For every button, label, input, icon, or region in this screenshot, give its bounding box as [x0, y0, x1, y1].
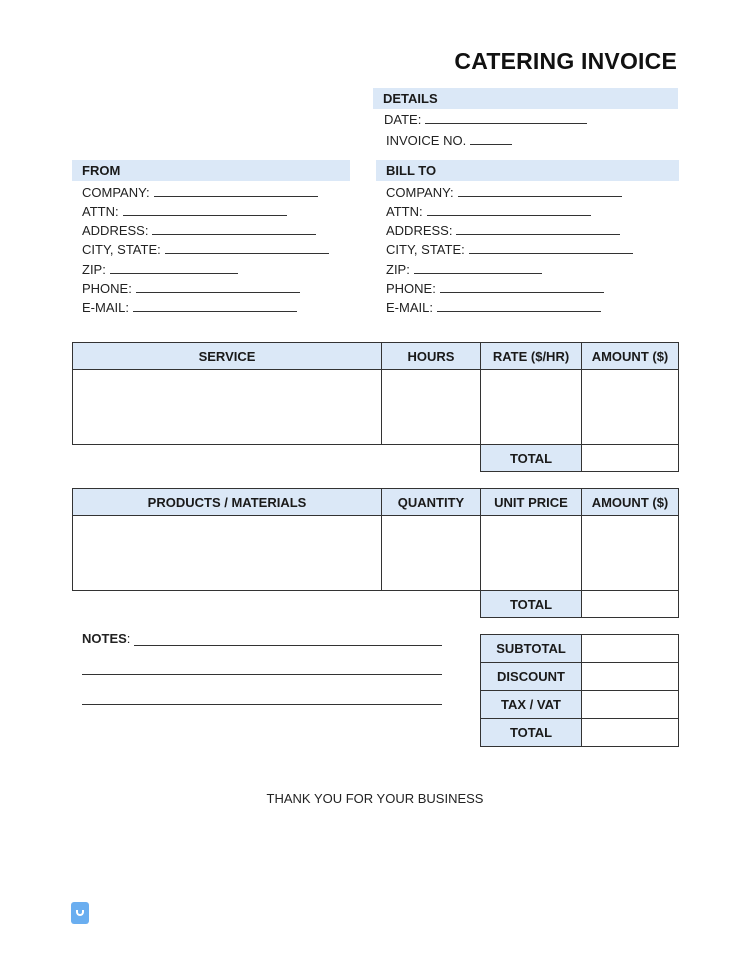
bill-to-email-line[interactable] [437, 300, 601, 312]
date-field[interactable] [384, 112, 587, 127]
tax-row [481, 691, 679, 719]
bill-to-zip-label: ZIP: [386, 262, 410, 277]
from-zip-field[interactable] [82, 262, 238, 277]
from-zip-label: ZIP: [82, 262, 106, 277]
from-city-state-label: CITY, STATE: [82, 242, 161, 257]
subtotal-row [481, 635, 679, 663]
amount-cell[interactable] [582, 370, 679, 445]
from-email-line[interactable] [133, 300, 297, 312]
from-phone-label: PHONE: [82, 281, 132, 296]
tax-value[interactable] [582, 691, 679, 719]
from-address-field[interactable] [82, 223, 316, 238]
discount-label: DISCOUNT [481, 663, 582, 691]
bill-to-email-field[interactable] [386, 300, 601, 315]
bill-to-city-state-field[interactable] [386, 242, 633, 257]
hours-header: HOURS [382, 343, 481, 370]
grand-total-value[interactable] [582, 719, 679, 747]
bill-to-attn-field[interactable] [386, 204, 591, 219]
invoice-no-field[interactable] [386, 133, 512, 148]
thank-you-text: THANK YOU FOR YOUR BUSINESS [266, 791, 484, 806]
service-total-label: TOTAL [481, 445, 582, 472]
from-company-field[interactable] [82, 185, 318, 200]
from-email-field[interactable] [82, 300, 297, 315]
subtotal-value[interactable] [582, 635, 679, 663]
products-amount-cell[interactable] [582, 516, 679, 591]
service-header-row [73, 343, 679, 370]
from-attn-line[interactable] [123, 204, 287, 216]
hours-cell[interactable] [382, 370, 481, 445]
bill-to-address-line[interactable] [456, 223, 620, 235]
bill-to-heading: BILL TO [376, 160, 679, 181]
unit-price-header: UNIT PRICE [481, 489, 582, 516]
from-address-line[interactable] [152, 223, 316, 235]
products-table [72, 488, 679, 618]
discount-value[interactable] [582, 663, 679, 691]
bill-to-address-field[interactable] [386, 223, 620, 238]
from-company-label: COMPANY: [82, 185, 150, 200]
from-phone-line[interactable] [136, 281, 300, 293]
from-email-label: E-MAIL: [82, 300, 129, 315]
from-address-label: ADDRESS: [82, 223, 149, 238]
date-line[interactable] [425, 112, 587, 124]
details-heading: DETAILS [373, 88, 678, 109]
bill-to-attn-label: ATTN: [386, 204, 423, 219]
bill-to-email-label: E-MAIL: [386, 300, 433, 315]
bill-to-zip-field[interactable] [386, 262, 542, 277]
products-amount-header: AMOUNT ($) [582, 489, 679, 516]
from-heading: FROM [72, 160, 350, 181]
bill-to-company-field[interactable] [386, 185, 622, 200]
bill-to-zip-line[interactable] [414, 262, 542, 274]
bill-to-phone-label: PHONE: [386, 281, 436, 296]
bill-to-city-state-label: CITY, STATE: [386, 242, 465, 257]
brand-logo-icon [71, 902, 89, 924]
invoice-title: CATERING INVOICE [454, 48, 677, 74]
grand-total-row [481, 719, 679, 747]
products-total-label: TOTAL [481, 591, 582, 618]
products-cell[interactable] [73, 516, 382, 591]
subtotal-label: SUBTOTAL [481, 635, 582, 663]
notes-line-2[interactable] [82, 674, 442, 675]
bill-to-phone-line[interactable] [440, 281, 604, 293]
bill-to-company-label: COMPANY: [386, 185, 454, 200]
from-city-state-field[interactable] [82, 242, 329, 257]
unit-price-cell[interactable] [481, 516, 582, 591]
products-total-row [73, 591, 679, 618]
from-attn-label: ATTN: [82, 204, 119, 219]
rate-header: RATE ($/HR) [481, 343, 582, 370]
notes-label: NOTES [82, 631, 127, 646]
service-cell[interactable] [73, 370, 382, 445]
bill-to-attn-line[interactable] [427, 204, 591, 216]
products-header-row [73, 489, 679, 516]
invoice-no-label: INVOICE NO. [386, 133, 467, 148]
products-body-row [73, 516, 679, 591]
bill-to-phone-field[interactable] [386, 281, 604, 296]
bill-to-city-state-line[interactable] [469, 242, 633, 254]
from-zip-line[interactable] [110, 262, 238, 274]
service-table [72, 342, 679, 472]
service-total-row [73, 445, 679, 472]
service-body-row [73, 370, 679, 445]
discount-row [481, 663, 679, 691]
products-header: PRODUCTS / MATERIALS [73, 489, 382, 516]
quantity-header: QUANTITY [382, 489, 481, 516]
bill-to-address-label: ADDRESS: [386, 223, 453, 238]
service-header: SERVICE [73, 343, 382, 370]
bill-to-company-line[interactable] [458, 185, 622, 197]
rate-cell[interactable] [481, 370, 582, 445]
grand-total-label: TOTAL [481, 719, 582, 747]
amount-header: AMOUNT ($) [582, 343, 679, 370]
notes-colon: : [126, 631, 131, 646]
spacer [73, 445, 481, 472]
products-total-value[interactable] [582, 591, 679, 618]
quantity-cell[interactable] [382, 516, 481, 591]
notes-line-1[interactable] [134, 645, 442, 646]
summary-table [480, 634, 679, 747]
from-attn-field[interactable] [82, 204, 287, 219]
notes-field[interactable] [82, 631, 130, 646]
tax-label: TAX / VAT [481, 691, 582, 719]
invoice-no-line[interactable] [470, 133, 512, 145]
date-label: DATE: [384, 112, 422, 127]
from-city-state-line[interactable] [165, 242, 329, 254]
from-phone-field[interactable] [82, 281, 300, 296]
notes-line-3[interactable] [82, 704, 442, 705]
service-total-value[interactable] [582, 445, 679, 472]
spacer [73, 591, 481, 618]
from-company-line[interactable] [154, 185, 318, 197]
